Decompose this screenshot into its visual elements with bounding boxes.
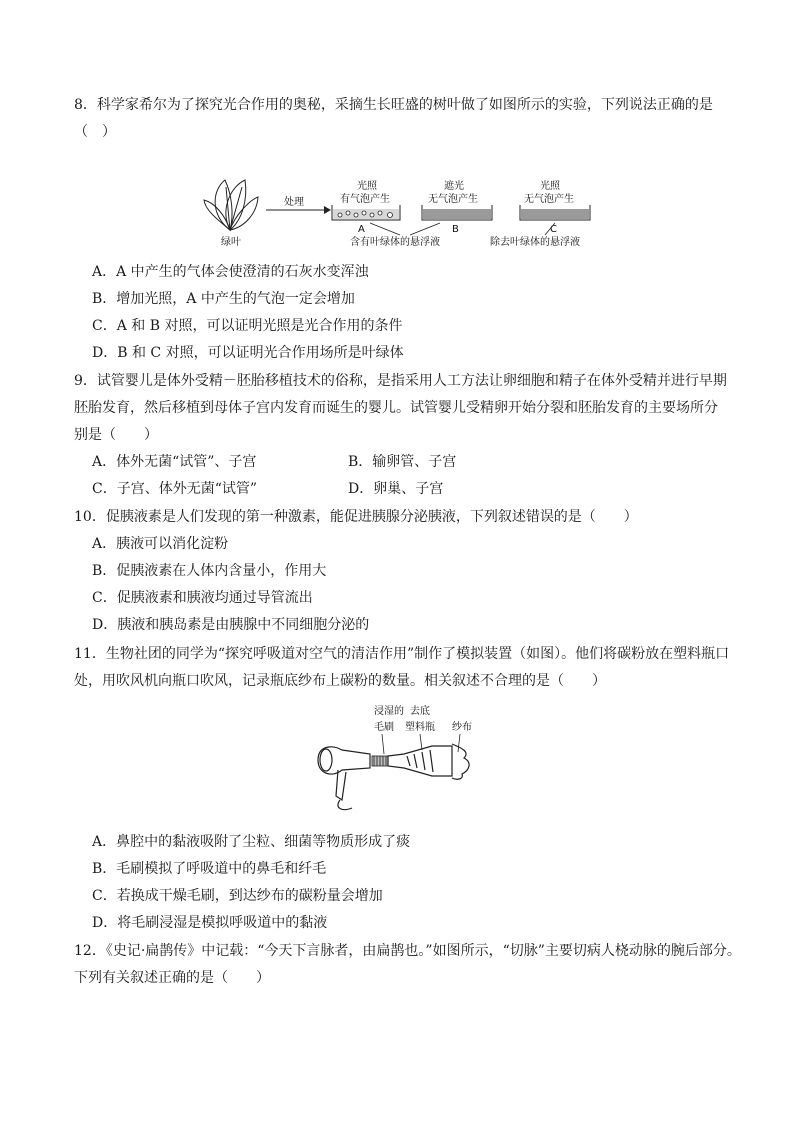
q8-option-a: A．A 中产生的气体会使澄清的石灰水变浑浊 <box>92 264 369 280</box>
tube-c-top1: 光照 <box>540 181 560 192</box>
brush-icon <box>372 756 388 766</box>
q9-stem-line1: 9．试管婴儿是体外受精－胚胎移植技术的俗称，是指采用人工方法让卵细胞和精子在体外受精并进行早期 <box>74 373 727 389</box>
q10-option-d: D．胰液和胰岛素是由胰腺中不同细胞分泌的 <box>92 617 370 633</box>
bottle-label2: 塑料瓶 <box>405 722 435 733</box>
q9-option-c: C．子宫、体外无菌“试管” <box>92 481 258 497</box>
q12-stem-line2: 下列有关叙述正确的是（ ） <box>74 970 270 986</box>
q8-stem-line2: （ ） <box>74 124 116 140</box>
q8-figure <box>200 175 600 255</box>
tube-b-top2: 无气泡产生 <box>428 194 478 205</box>
q8-option-b: B．增加光照，A 中产生的气泡一定会增加 <box>92 291 355 307</box>
leaf-icon <box>204 180 258 230</box>
gauze-icon <box>452 744 469 779</box>
q11-option-b: B．毛刷模拟了呼吸道中的鼻毛和纤毛 <box>92 861 327 877</box>
q8-stem-line1: 8．科学家希尔为了探究光合作用的奥秘，采摘生长旺盛的树叶做了如图所示的实验，下列说法正确的是 <box>74 97 713 113</box>
q10-stem-line1: 10．促胰液素是人们发现的第一种激素，能促进胰腺分泌胰液，下列叙述错误的是（ ） <box>74 509 638 525</box>
caption-c: 除去叶绿体的悬浮液 <box>490 237 580 248</box>
bottle-label1: 去底 <box>410 706 430 717</box>
q9-stem-line2: 胚胎发育，然后移植到母体子宫内发育而诞生的婴儿。试管婴儿受精卵开始分裂和胚胎发育的主要场所分 <box>74 400 718 416</box>
tube-c-top2: 无气泡产生 <box>524 194 574 205</box>
leaf-label: 绿叶 <box>221 237 241 248</box>
q12-stem-line1: 12．《史记·扁鹊传》中记载：“今天下言脉者，由扁鹊也。”如图所示，“切脉”主要切病人桡动脉的腕后部分。 <box>74 943 741 959</box>
q11-option-a: A．鼻腔中的黏液吸附了尘粒、细菌等物质形成了痰 <box>92 834 411 850</box>
hair-dryer-icon <box>318 747 370 810</box>
q11-stem-line1: 11．生物社团的同学为“探究呼吸道对空气的清洁作用”制作了模拟装置（如图）。他们将碳粉放在塑料瓶口 <box>74 646 730 662</box>
q9-option-a: A．体外无菌“试管”、子宫 <box>92 454 257 470</box>
label-c: C <box>550 224 557 235</box>
q8-option-d: D．B 和 C 对照，可以证明光合作用场所是叶绿体 <box>92 345 404 361</box>
q8-option-c: C．A 和 B 对照，可以证明光照是光合作用的条件 <box>92 318 403 334</box>
caption-ab: 含有叶绿体的悬浮液 <box>350 237 440 248</box>
bottle-icon <box>388 746 452 776</box>
label-a: A <box>358 224 365 235</box>
q10-option-c: C．促胰液素和胰液均通过导管流出 <box>92 590 313 606</box>
q11-option-d: D．将毛刷浸湿是模拟呼吸道中的黏液 <box>92 915 328 931</box>
process-label: 处理 <box>284 197 304 208</box>
q11-stem-line2: 处，用吹风机向瓶口吹风，记录瓶底纱布上碳粉的数量。相关叙述不合理的是（ ） <box>74 673 606 689</box>
q10-option-b: B．促胰液素在人体内含量小，作用大 <box>92 563 327 579</box>
brush-label1: 浸湿的 <box>374 706 404 717</box>
q9-stem-line3: 别是（ ） <box>74 427 158 443</box>
tube-b-top1: 遮光 <box>444 181 464 192</box>
gauze-label: 纱布 <box>452 722 472 733</box>
tube-a-top2: 有气泡产生 <box>340 194 390 205</box>
q9-option-b: B．输卵管、子宫 <box>348 454 457 470</box>
q10-option-a: A．胰液可以消化淀粉 <box>92 536 229 552</box>
q11-figure <box>312 700 482 815</box>
q9-option-d: D．卵巢、子宫 <box>348 481 444 497</box>
q11-option-c: C．若换成干燥毛刷，到达纱布的碳粉量会增加 <box>92 888 383 904</box>
brush-label2: 毛刷 <box>374 722 394 733</box>
label-b: B <box>452 224 459 235</box>
tube-a-top1: 光照 <box>357 181 377 192</box>
